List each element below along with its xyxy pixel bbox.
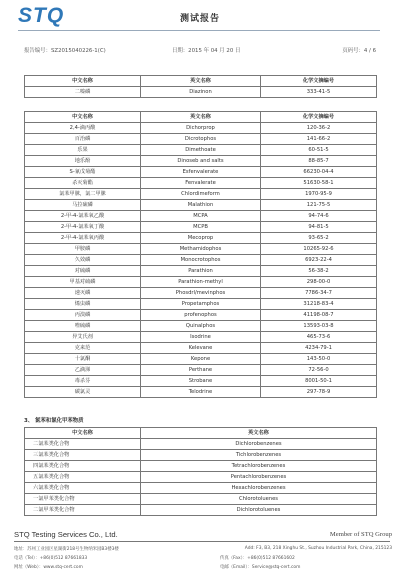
cell-en: Monocrotophos [141, 255, 261, 266]
cell-en: Parathion-methyl [141, 277, 261, 288]
col-header-en: 英文名称 [141, 76, 261, 87]
cell-en: Propetamphos [141, 299, 261, 310]
cell-cas: 120-36-2 [261, 123, 377, 134]
cell-cas: 51630-58-1 [261, 178, 377, 189]
cell-cas: 60-51-5 [261, 145, 377, 156]
footer-member-of: Member of STQ Group [329, 531, 392, 538]
cell-en: Telodrine [141, 387, 261, 398]
col-header-cas: 化学文摘编号 [261, 76, 377, 87]
col-header-en: 英文名称 [141, 428, 377, 439]
cell-cn: 2-甲-4-氯苯氧乙酸 [25, 211, 141, 222]
cell-cn: 久效磷 [25, 255, 141, 266]
cell-cn: 克来范 [25, 343, 141, 354]
cell-en: Esfenvalerate [141, 167, 261, 178]
cell-cas: 93-65-2 [261, 233, 377, 244]
cell-en: Chlorotoluenes [141, 494, 377, 505]
cell-cn: 2-甲-4-氯苯氧丙酸 [25, 233, 141, 244]
table-row [25, 244, 377, 255]
table-row [25, 354, 377, 365]
table-row [25, 87, 377, 98]
substance-table-1 [24, 75, 377, 98]
cell-en: Quinalphos [141, 321, 261, 332]
cell-cn: 乐果 [25, 145, 141, 156]
footer-company-name: STQ Testing Services Co., Ltd. [14, 530, 118, 539]
table-row [25, 222, 377, 233]
cell-cas: 7786-34-7 [261, 288, 377, 299]
cell-cas: 1970-95-9 [261, 189, 377, 200]
table-row [25, 167, 377, 178]
cell-cas: 4234-79-1 [261, 343, 377, 354]
cell-cas: 10265-92-6 [261, 244, 377, 255]
cell-cn: 2,4-滴丙酸 [25, 123, 141, 134]
table-row [25, 472, 377, 483]
cell-cas: 13593-03-8 [261, 321, 377, 332]
table-row [25, 461, 377, 472]
cell-en: Dicrotophos [141, 134, 261, 145]
table-row [25, 321, 377, 332]
cell-cas: 297-78-9 [261, 387, 377, 398]
footer-email: 电邮（Email）：Service@stq-cert.com [220, 565, 301, 570]
table-row [25, 200, 377, 211]
cell-cn: 二嗪磷 [25, 87, 141, 98]
cell-en: Hexachlorobenzenes [141, 483, 377, 494]
cell-en: profenophos [141, 310, 261, 321]
cell-cas: 56-38-2 [261, 266, 377, 277]
cell-cas: 141-66-2 [261, 134, 377, 145]
table-row [25, 310, 377, 321]
table-row [25, 450, 377, 461]
table-row [25, 134, 377, 145]
cell-cn: 丙溴磷 [25, 310, 141, 321]
table-row [25, 483, 377, 494]
table-row [25, 156, 377, 167]
cell-en: Chlordimeform [141, 189, 261, 200]
table-row [25, 343, 377, 354]
col-header-cn: 中文名称 [25, 76, 141, 87]
cell-cas: 66230-04-4 [261, 167, 377, 178]
footer-address-cn: 地址：苏州工业园区星湖街218号生物纳米园B3楼3楼 [14, 547, 119, 552]
table-row [25, 266, 377, 277]
footer-divider [14, 541, 390, 542]
cell-cn: 四氯苯类化合物 [25, 461, 141, 472]
cell-cn: 2-甲-4-氯苯氧丁酸 [25, 222, 141, 233]
col-header-cn: 中文名称 [25, 428, 141, 439]
page-number: 页码号：4 / 6 [342, 48, 376, 54]
cell-cn: 马拉硫磷 [25, 200, 141, 211]
cell-en: Phosdrl/mevinphos [141, 288, 261, 299]
cell-en: Malathion [141, 200, 261, 211]
cell-cas: 143-50-0 [261, 354, 377, 365]
cell-cn: 三氯苯类化合物 [25, 450, 141, 461]
table-row [25, 439, 377, 450]
cell-cas: 333-41-5 [261, 87, 377, 98]
cell-cn: 乙滴涕 [25, 365, 141, 376]
cell-en: MCPB [141, 222, 261, 233]
cell-cas: 8001-50-1 [261, 376, 377, 387]
cell-cn: 碳氯灵 [25, 387, 141, 398]
cell-cn: 二氯甲苯类化合物 [25, 505, 141, 516]
cell-en: Mecoprop [141, 233, 261, 244]
cell-cn: 百治磷 [25, 134, 141, 145]
logo-text: STQ [18, 4, 65, 27]
table-row [25, 123, 377, 134]
cell-cn: 异艾氏剂 [25, 332, 141, 343]
cell-cn: 喹硫磷 [25, 321, 141, 332]
cell-cn: 甲胺磷 [25, 244, 141, 255]
table-row [25, 189, 377, 200]
cell-cas: 94-81-5 [261, 222, 377, 233]
footer-fax: 传真（Fax）：+86(0)512 87661602 [220, 556, 295, 561]
header-divider [18, 30, 380, 31]
cell-cas: 72-56-0 [261, 365, 377, 376]
table-row [25, 233, 377, 244]
cell-cas: 31218-83-4 [261, 299, 377, 310]
cell-en: Dichorprop [141, 123, 261, 134]
report-date: 日期：2015 年 04 月 20 日 [172, 48, 241, 54]
table-row [25, 178, 377, 189]
cell-en: Strobane [141, 376, 261, 387]
cell-en: Kelevane [141, 343, 261, 354]
footer-tel: 电话（Tel）：+86(0)512 87661833 [14, 556, 88, 561]
report-meta [24, 46, 376, 56]
cell-cn: 六氯苯类化合物 [25, 483, 141, 494]
cell-en: Diazinon [141, 87, 261, 98]
table-row [25, 288, 377, 299]
cell-cn: 一氯甲苯类化合物 [25, 494, 141, 505]
cell-cas: 298-00-0 [261, 277, 377, 288]
cell-cn: 杀灭菊酯 [25, 178, 141, 189]
table-row [25, 145, 377, 156]
section-3-title: 3、 氯苯和氯化甲苯物质 [24, 418, 84, 424]
cell-cas: 6923-22-4 [261, 255, 377, 266]
chlorobenzene-table [24, 427, 377, 516]
cell-en: Dinoseb and salts [141, 156, 261, 167]
table-row [25, 277, 377, 288]
cell-en: Parathion [141, 266, 261, 277]
cell-cas: 88-85-7 [261, 156, 377, 167]
cell-en: Fenvalerate [141, 178, 261, 189]
cell-cn: 毒杀芬 [25, 376, 141, 387]
cell-en: Isodrine [141, 332, 261, 343]
cell-en: Dimethoate [141, 145, 261, 156]
table-row [25, 255, 377, 266]
table-row [25, 387, 377, 398]
cell-cas: 94-74-6 [261, 211, 377, 222]
col-header-en: 英文名称 [141, 112, 261, 123]
table-header-row [25, 76, 377, 87]
cell-cn: 地乐酚 [25, 156, 141, 167]
table-row [25, 376, 377, 387]
cell-cn: 氯苯甲脒，氯二甲脒 [25, 189, 141, 200]
table-row [25, 365, 377, 376]
cell-en: Tichlorobenzenes [141, 450, 377, 461]
table-row [25, 299, 377, 310]
substance-table-2 [24, 111, 377, 398]
cell-en: Tetrachlorobenzenes [141, 461, 377, 472]
table-row [25, 332, 377, 343]
table-header-row [25, 112, 377, 123]
report-title: 测试报告 [179, 14, 220, 24]
table-header-row [25, 428, 377, 439]
report-number: 报告编号：SZ2015040226-1(C) [24, 48, 106, 54]
footer-web: 网址（Web）：www.stq-cert.com [14, 565, 83, 570]
cell-en: MCPA [141, 211, 261, 222]
col-header-cas: 化学文摘编号 [261, 112, 377, 123]
cell-en: Dichlorotoluenes [141, 505, 377, 516]
cell-cn: 烯虫磷 [25, 299, 141, 310]
cell-cn: S-氰戊菊酯 [25, 167, 141, 178]
table-row [25, 211, 377, 222]
cell-en: Methamidophos [141, 244, 261, 255]
cell-cn: 二氯苯类化合物 [25, 439, 141, 450]
cell-en: Kepone [141, 354, 261, 365]
cell-cas: 121-75-5 [261, 200, 377, 211]
cell-cas: 41198-08-7 [261, 310, 377, 321]
cell-cas: 465-73-6 [261, 332, 377, 343]
cell-cn: 对硫磷 [25, 266, 141, 277]
cell-cn: 五氯苯类化合物 [25, 472, 141, 483]
cell-en: Perthane [141, 365, 261, 376]
footer-address-en: Add: F3, B3, 218 Xinghu St., Suzhou Industrial Park, China, 215123 [244, 546, 392, 551]
cell-cn: 十氯酮 [25, 354, 141, 365]
cell-en: Dichlorobenzenes [141, 439, 377, 450]
cell-en: Pentachlorobenzenes [141, 472, 377, 483]
col-header-cn: 中文名称 [25, 112, 141, 123]
cell-cn: 甲基对硫磷 [25, 277, 141, 288]
table-row [25, 494, 377, 505]
table-row [25, 505, 377, 516]
cell-cn: 速灭磷 [25, 288, 141, 299]
